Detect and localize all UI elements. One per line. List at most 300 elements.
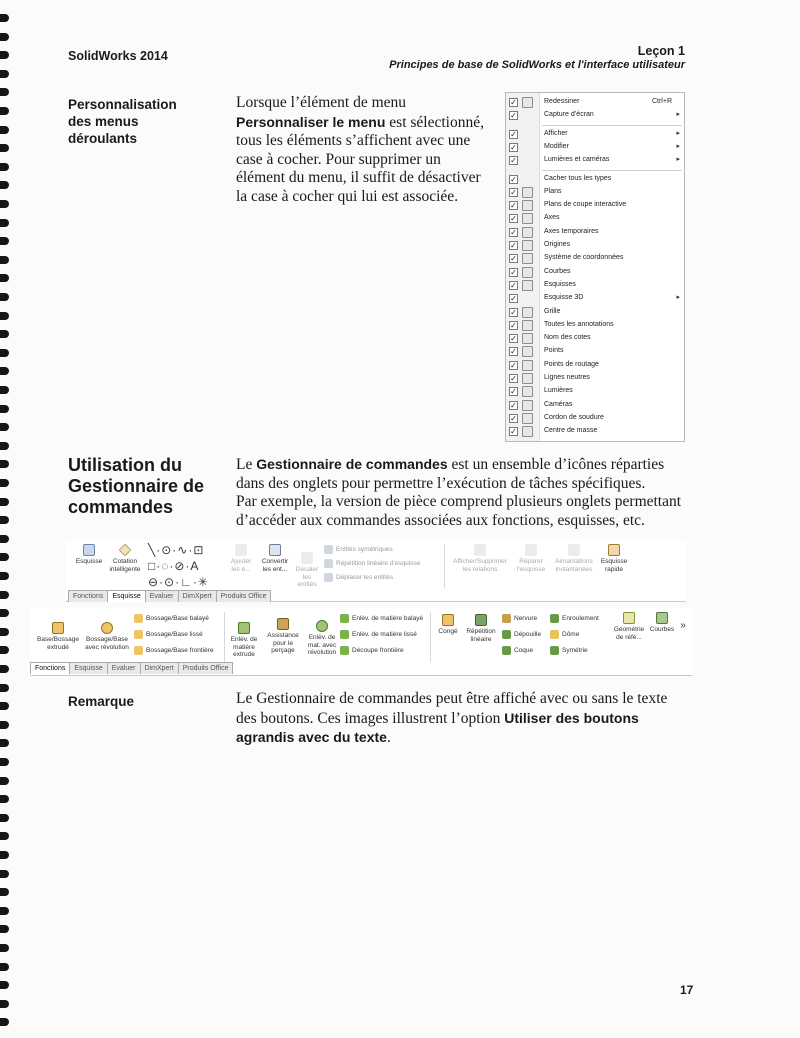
binding-ring xyxy=(0,981,9,989)
conge-tool[interactable] xyxy=(434,614,462,636)
section2-paragraph xyxy=(236,455,681,530)
extruded-boss-icon xyxy=(52,622,64,634)
menu-item-label: Capture d’écran xyxy=(544,111,594,119)
binding-ring xyxy=(0,181,9,189)
binding-ring xyxy=(0,907,9,915)
toolbar-separator xyxy=(430,612,431,662)
mirror-icon xyxy=(550,646,559,655)
tool-label: Déplacer les entités xyxy=(336,574,394,582)
menu-checkbox[interactable]: ✓ xyxy=(510,201,517,211)
menu-checkbox[interactable]: ✓ xyxy=(510,320,517,330)
binding-ring xyxy=(0,814,9,822)
menu-item[interactable] xyxy=(506,154,684,167)
dome-tool[interactable] xyxy=(550,630,579,639)
menu-checkbox[interactable]: ✓ xyxy=(510,142,517,152)
toolbar-separator xyxy=(444,544,445,588)
menu-item[interactable] xyxy=(506,128,684,141)
menu-item-label: Esquisse 3D xyxy=(544,294,584,302)
parting-line-icon xyxy=(522,373,533,384)
menu-checkbox[interactable]: ✓ xyxy=(510,156,517,166)
section-title-remarque: Remarque xyxy=(68,694,135,709)
trim-icon xyxy=(235,544,247,556)
wrap-icon xyxy=(550,614,559,623)
para-fragment: est un ensemble d’icônes réparties xyxy=(447,456,665,473)
axis-icon xyxy=(522,213,533,224)
menu-item[interactable] xyxy=(506,359,684,372)
menu-item[interactable] xyxy=(506,279,684,292)
menu-checkbox[interactable]: ✓ xyxy=(510,294,517,304)
slot-circle-point-icons: ⊖·⊙·∟·✳ xyxy=(148,575,209,589)
menu-checkbox[interactable]: ✓ xyxy=(510,374,517,383)
menu-item[interactable] xyxy=(506,109,684,122)
temporary-axis-icon xyxy=(522,227,533,238)
swept-cut-icon xyxy=(340,614,349,623)
menu-checkbox[interactable]: ✓ xyxy=(510,174,517,184)
sketch-icon xyxy=(522,280,533,291)
para-line: tous les éléments s’affichent avec une xyxy=(236,132,471,149)
bossage-lisse-tool[interactable] xyxy=(134,630,203,639)
binding-ring xyxy=(0,628,9,636)
decaler-tool[interactable] xyxy=(294,552,320,589)
tool-label: Bossage/Base lissé xyxy=(146,631,203,639)
menu-item[interactable] xyxy=(506,399,684,412)
tool-label: Géométrie de réfé... xyxy=(613,626,645,641)
menu-item[interactable] xyxy=(506,173,684,186)
tool-label: Cotation intelligente xyxy=(109,558,141,573)
tab-fonctions[interactable]: Fonctions xyxy=(30,662,70,674)
title-line: des menus xyxy=(68,114,139,129)
menu-item[interactable] xyxy=(506,96,684,109)
submenu-arrow-icon: ▸ xyxy=(676,142,680,150)
linear-pattern-icon xyxy=(324,559,333,568)
enlev-balaye-tool[interactable] xyxy=(340,614,423,623)
revolved-boss-icon xyxy=(101,622,113,634)
fillet-icon xyxy=(442,614,454,626)
section1-paragraph xyxy=(236,94,484,206)
tool-label: Entités symétriques xyxy=(336,546,393,554)
section-title-gestionnaire xyxy=(68,455,204,518)
offset-entities-icon xyxy=(301,552,313,564)
lofted-boss-icon xyxy=(134,630,143,639)
menu-checkbox[interactable]: ✓ xyxy=(510,267,517,277)
tab-esquisse[interactable]: Esquisse xyxy=(69,662,107,674)
draft-icon xyxy=(502,630,511,639)
binding-ring xyxy=(0,721,9,729)
menu-item[interactable] xyxy=(506,141,684,154)
geometrie-reference-tool[interactable] xyxy=(610,612,648,641)
menu-checkbox[interactable]: ✓ xyxy=(510,98,517,107)
binding-ring xyxy=(0,963,9,971)
tool-label: Nervure xyxy=(514,615,538,623)
binding-ring xyxy=(0,274,9,282)
enlev-lisse-tool[interactable] xyxy=(340,630,417,639)
curve-icon xyxy=(522,267,533,278)
binding-ring xyxy=(0,126,9,134)
menu-checkbox[interactable]: ✓ xyxy=(510,214,517,224)
menu-item[interactable] xyxy=(506,332,684,345)
command-manager-tabs-features xyxy=(30,662,232,674)
menu-checkbox[interactable]: ✓ xyxy=(510,387,517,397)
menu-checkbox[interactable]: ✓ xyxy=(510,400,517,410)
menu-item-label: Cordon de soudure xyxy=(544,413,604,421)
menu-checkbox[interactable]: ✓ xyxy=(510,241,517,250)
menu-item-label: Cacher tous les types xyxy=(544,174,612,182)
tool-label: Courbes xyxy=(649,626,675,633)
menu-item[interactable] xyxy=(506,226,684,239)
tool-label: Bossage/Base frontière xyxy=(146,647,214,655)
menu-item-shortcut: Ctrl+R xyxy=(651,98,672,105)
menu-checkbox[interactable]: ✓ xyxy=(510,129,517,139)
grid-icon xyxy=(522,307,533,318)
tool-label: Dépouille xyxy=(514,631,542,639)
tab-evaluer[interactable]: Evaluer xyxy=(145,590,179,602)
binding-ring xyxy=(0,200,9,208)
repetition-lineaire-esquisse-tool[interactable] xyxy=(324,559,420,568)
para-fragment: . xyxy=(386,729,391,746)
tool-label: Bossage/Base avec révolution xyxy=(85,636,129,651)
header-lesson: Leçon 1 xyxy=(637,44,685,58)
menu-checkbox[interactable]: ✓ xyxy=(510,187,517,197)
courbes-tool[interactable] xyxy=(648,612,676,634)
toolbar-separator xyxy=(224,612,225,662)
option-term: Utiliser des boutons xyxy=(504,709,639,726)
symetrie-tool[interactable] xyxy=(550,646,588,655)
menu-item[interactable] xyxy=(506,372,684,385)
menu-item-label: Plans xyxy=(544,187,562,195)
convertir-tool[interactable] xyxy=(258,544,292,573)
spiral-binding xyxy=(0,0,14,1038)
mirror-entities-icon xyxy=(324,545,333,554)
curves-icon xyxy=(656,612,668,624)
menu-checkbox[interactable]: ✓ xyxy=(510,334,517,344)
tool-label: Assistance pour le perçage xyxy=(267,632,299,654)
para-line-bold-wrap xyxy=(236,728,667,748)
reference-geometry-icon xyxy=(623,612,635,624)
submenu-arrow-icon: ▸ xyxy=(676,294,680,302)
move-entities-icon xyxy=(324,573,333,582)
option-term: agrandis avec du texte xyxy=(236,729,387,745)
page-number: 17 xyxy=(680,983,694,997)
dome-icon xyxy=(550,630,559,639)
tool-label: Symétrie xyxy=(562,647,588,655)
menu-item-label: Origines xyxy=(544,241,571,248)
binding-ring xyxy=(0,851,9,859)
bossage-balaye-tool[interactable] xyxy=(134,614,209,623)
para-line-bold-wrap xyxy=(236,113,484,133)
tool-label: Dôme xyxy=(562,631,580,639)
menu-item[interactable] xyxy=(506,266,684,279)
binding-ring xyxy=(0,386,9,394)
rapid-sketch-icon xyxy=(608,544,620,556)
tab-evaluer[interactable]: Evaluer xyxy=(107,662,141,674)
binding-ring xyxy=(0,312,9,320)
gestionnaire-term: Gestionnaire de commandes xyxy=(256,456,448,472)
binding-ring xyxy=(0,870,9,878)
menu-item-label: Centre de masse xyxy=(544,427,598,435)
base-bossage-extrude-tool[interactable] xyxy=(34,622,82,651)
menu-item[interactable] xyxy=(506,306,684,319)
entites-symetriques-tool[interactable] xyxy=(324,545,393,554)
boundary-boss-icon xyxy=(134,646,143,655)
binding-ring xyxy=(0,442,9,450)
binding-ring xyxy=(0,498,9,506)
binding-ring xyxy=(0,293,9,301)
binding-ring xyxy=(0,367,9,375)
section-title-personnalisation xyxy=(68,96,177,147)
binding-ring xyxy=(0,14,9,22)
menu-item[interactable] xyxy=(506,319,684,332)
submenu-arrow-icon: ▸ xyxy=(676,129,680,137)
quick-snaps-icon xyxy=(568,544,580,556)
repair-sketch-icon xyxy=(525,544,537,556)
cotation-tool[interactable] xyxy=(106,544,144,573)
tool-label: Décaler les entités xyxy=(295,566,319,588)
binding-ring xyxy=(0,70,9,78)
binding-ring xyxy=(0,237,9,245)
binding-ring xyxy=(0,944,9,952)
routing-point-icon xyxy=(522,360,533,371)
tool-label: Réparer l'esquisse xyxy=(516,558,546,573)
tab-fonctions[interactable]: Fonctions xyxy=(68,590,108,602)
aimantations-tool[interactable] xyxy=(552,544,596,573)
menu-checkbox[interactable]: ✓ xyxy=(510,227,517,237)
para-line: case à cocher. Pour supprimer un xyxy=(236,150,441,168)
reparer-esquisse-tool[interactable] xyxy=(512,544,550,573)
nervure-tool[interactable] xyxy=(502,614,537,623)
annotation-icon xyxy=(522,320,533,331)
menu-item-label: Afficher xyxy=(544,129,568,137)
tool-label: Répétition linéaire xyxy=(466,628,496,643)
menu-separator xyxy=(542,170,682,171)
personnaliser-menu-term: Personnaliser le menu xyxy=(236,113,386,130)
para-line: d’accéder aux commandes associées aux fonctions, esquisses, etc. xyxy=(236,511,645,529)
repetition-lineaire-tool[interactable] xyxy=(462,614,500,643)
menu-item[interactable] xyxy=(506,345,684,358)
tab-produits-office[interactable]: Produits Office xyxy=(216,590,272,602)
enroulement-tool[interactable] xyxy=(550,614,599,623)
hole-wizard-icon xyxy=(277,618,289,630)
binding-ring xyxy=(0,684,9,692)
tool-label: Enroulement xyxy=(562,615,599,623)
bossage-frontiere-tool[interactable] xyxy=(134,646,214,655)
coque-tool[interactable] xyxy=(502,646,533,655)
rib-icon xyxy=(502,614,511,623)
menu-checkbox[interactable]: ✓ xyxy=(510,280,517,290)
binding-ring xyxy=(0,219,9,227)
tool-label: Congé xyxy=(438,628,458,635)
enlev-revolution-tool[interactable] xyxy=(302,620,342,657)
ajuster-tool[interactable] xyxy=(226,544,256,573)
menu-item-label: Lumières xyxy=(544,387,573,395)
sketch-icon xyxy=(83,544,95,556)
menu-checkbox[interactable]: ✓ xyxy=(510,413,517,423)
tool-label: Enlèv. de matière lissé xyxy=(352,631,417,639)
header-lesson-block xyxy=(389,44,685,72)
binding-ring xyxy=(0,1018,9,1026)
menu-item-label: Nom des cotes xyxy=(544,334,591,342)
binding-ring xyxy=(0,516,9,524)
para-line-bold-wrap xyxy=(236,709,667,729)
tool-label: Convertir les ent... xyxy=(261,558,289,573)
tool-label: Enlèv. de mat. avec révolution xyxy=(307,634,337,656)
binding-ring xyxy=(0,144,9,152)
menu-item[interactable] xyxy=(506,425,684,438)
enlev-extrude-tool[interactable] xyxy=(226,622,262,659)
dimension-name-icon xyxy=(522,333,533,344)
menu-checkbox[interactable]: ✓ xyxy=(510,254,517,264)
tab-produits-office[interactable]: Produits Office xyxy=(178,662,234,674)
para-line: élément du menu, il suffit de désactiver xyxy=(236,169,481,186)
origin-icon xyxy=(522,240,533,251)
binding-ring xyxy=(0,888,9,896)
para-line: la case à cocher qui lui est associée. xyxy=(236,187,459,205)
menu-item-label: Axes xyxy=(544,214,560,222)
menu-item-label: Redessiner xyxy=(544,98,580,105)
customize-menu-screenshot xyxy=(505,92,685,442)
binding-ring xyxy=(0,535,9,543)
tool-label: Coque xyxy=(514,647,534,655)
menu-checkbox[interactable]: ✓ xyxy=(510,307,517,317)
submenu-arrow-icon: ▸ xyxy=(676,111,680,119)
menu-item[interactable] xyxy=(506,412,684,425)
light-icon xyxy=(522,386,533,397)
menu-item-label: Caméras xyxy=(544,400,573,408)
title-line: déroulants xyxy=(68,131,138,146)
binding-ring xyxy=(0,758,9,766)
revolved-cut-icon xyxy=(316,620,328,632)
binding-ring xyxy=(0,1000,9,1008)
binding-ring xyxy=(0,107,9,115)
esquisse-rapide-tool[interactable] xyxy=(596,544,632,573)
tool-label: Esquisse rapide xyxy=(600,558,628,573)
tool-label: Enlèv. de matière balayé xyxy=(352,615,424,623)
lofted-cut-icon xyxy=(340,630,349,639)
binding-ring xyxy=(0,33,9,41)
para-line: Lorsque l’élément de menu xyxy=(236,94,407,111)
menu-item-label: Lumières et caméras xyxy=(544,156,610,164)
menu-item-label: Modifier xyxy=(544,142,569,150)
para-line: Par exemple, la version de pièce comprend plusieurs onglets permettant xyxy=(236,493,682,510)
smart-dimension-icon xyxy=(119,544,132,557)
title-line: Gestionnaire de xyxy=(68,476,205,496)
convert-entities-icon xyxy=(269,544,281,556)
menu-item[interactable] xyxy=(506,252,684,265)
plane-icon xyxy=(522,187,533,198)
para-fragment: est sélectionné, xyxy=(385,113,484,131)
line-circle-spline-icons: ╲·⊙·∿·⊡ xyxy=(148,543,205,557)
extruded-cut-icon xyxy=(238,622,250,634)
menu-item[interactable] xyxy=(506,186,684,199)
binding-ring xyxy=(0,572,9,580)
binding-ring xyxy=(0,423,9,431)
binding-ring xyxy=(0,795,9,803)
menu-item-label: Esquisses xyxy=(544,280,576,288)
menu-item-label: Plans de coupe interactive xyxy=(544,201,627,209)
binding-ring xyxy=(0,330,9,338)
point-icon xyxy=(522,346,533,357)
decoupe-frontiere-tool[interactable] xyxy=(340,646,404,655)
deplacer-entites-tool[interactable] xyxy=(324,573,393,582)
menu-checkbox[interactable]: ✓ xyxy=(510,347,517,357)
submenu-arrow-icon: ▸ xyxy=(676,156,680,164)
rect-polygon-arc-icons: □·◌·⊘·A xyxy=(148,559,200,573)
binding-ring xyxy=(0,777,9,785)
title-line: Personnalisation xyxy=(68,97,177,112)
menu-item-label: Points xyxy=(544,347,564,355)
menu-item-label: Grille xyxy=(544,307,561,315)
para-line: Le Gestionnaire de commandes peut être affiché avec ou sans le texte xyxy=(236,690,668,707)
afficher-relations-tool[interactable] xyxy=(450,544,510,573)
tool-label: Ajuster les e... xyxy=(230,558,252,573)
tool-label: Afficher/Supprimer les relations xyxy=(453,558,507,573)
menu-checkbox[interactable]: ✓ xyxy=(510,427,517,437)
para-line: dans des onglets pour permettre l’exécution de tâches spécifiques. xyxy=(236,474,646,492)
tool-label: Répétition linéaire d'esquisse xyxy=(336,560,421,568)
binding-ring xyxy=(0,646,9,654)
menu-item-label: Axes temporaires xyxy=(544,227,599,235)
menu-checkbox[interactable]: ✓ xyxy=(510,111,517,121)
menu-item[interactable] xyxy=(506,212,684,225)
binding-ring xyxy=(0,832,9,840)
menu-item[interactable] xyxy=(506,385,684,398)
header-product: SolidWorks 2014 xyxy=(68,49,168,63)
binding-ring xyxy=(0,739,9,747)
redraw-icon xyxy=(522,97,533,108)
assistance-percage-tool[interactable] xyxy=(264,618,302,655)
section3-paragraph xyxy=(236,690,667,748)
header-subtitle: Principes de base de SolidWorks et l'interface utilisateur xyxy=(389,59,685,71)
more-tools-button[interactable]: » xyxy=(680,620,686,631)
menu-separator xyxy=(542,125,682,126)
depouille-tool[interactable] xyxy=(502,630,541,639)
camera-icon xyxy=(522,400,533,411)
para-fragment: Le xyxy=(236,456,257,473)
menu-checkbox[interactable]: ✓ xyxy=(510,360,517,370)
swept-boss-icon xyxy=(134,614,143,623)
menu-item-label: Points de routage xyxy=(544,360,599,368)
binding-ring xyxy=(0,349,9,357)
command-manager-tabs-sketch xyxy=(68,590,270,602)
tab-dimxpert[interactable]: DimXpert xyxy=(140,662,179,674)
tool-label: Base/Bossage extrudé xyxy=(37,636,79,651)
para-fragment: des boutons. Ces images illustrent l’option xyxy=(236,709,505,727)
tool-label: Bossage/Base balayé xyxy=(146,615,209,623)
tool-label: Aimantations instantanées xyxy=(555,558,593,573)
shell-icon xyxy=(502,646,511,655)
binding-ring xyxy=(0,609,9,617)
menu-item-label: Système de coordonnées xyxy=(544,254,624,262)
menu-item-label: Toutes les annotations xyxy=(544,320,614,328)
menu-item[interactable] xyxy=(506,292,684,305)
esquisse-tool[interactable] xyxy=(70,544,108,566)
binding-ring xyxy=(0,702,9,710)
tab-dimxpert[interactable]: DimXpert xyxy=(178,590,217,602)
boundary-cut-icon xyxy=(340,646,349,655)
menu-item-label: Lignes neutres xyxy=(544,374,590,381)
title-line: commandes xyxy=(68,497,174,517)
menu-item-label: Courbes xyxy=(544,267,571,275)
weld-bead-icon xyxy=(522,413,533,424)
menu-item[interactable] xyxy=(506,239,684,252)
linear-pattern-icon xyxy=(475,614,487,626)
tab-esquisse[interactable]: Esquisse xyxy=(107,590,145,602)
binding-ring xyxy=(0,51,9,59)
base-revolution-tool[interactable] xyxy=(84,622,130,651)
binding-ring xyxy=(0,479,9,487)
tool-label: Enlèv. de matière extrude xyxy=(230,636,258,658)
coordinate-system-icon xyxy=(522,253,533,264)
menu-item[interactable] xyxy=(506,199,684,212)
